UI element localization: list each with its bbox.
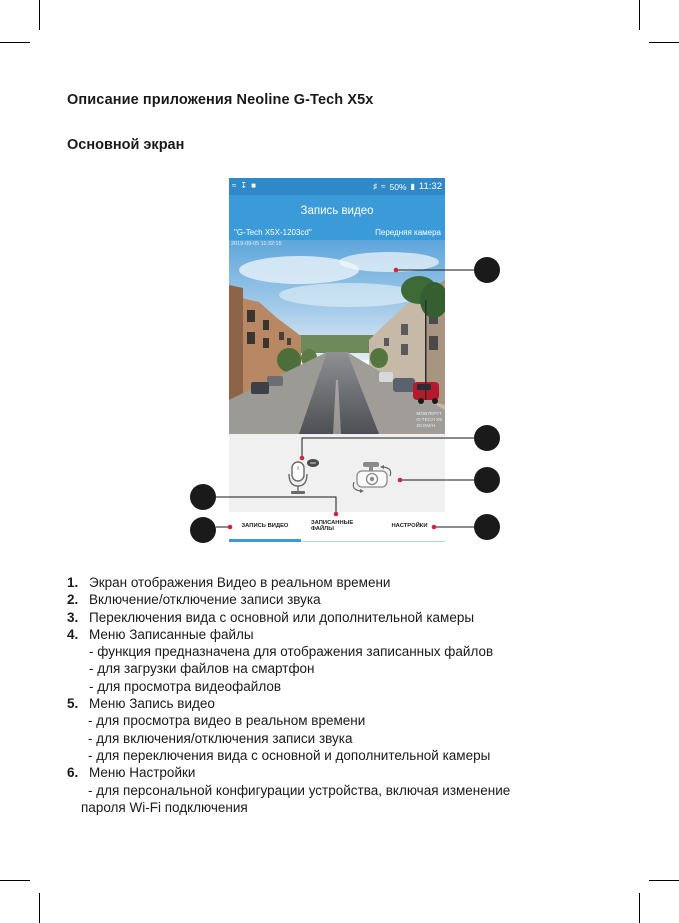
device-name: "G-Tech X5X-1203cd" [234,228,312,237]
callout-line-2 [302,438,474,458]
document-title: Описание приложения Neoline G-Tech X5x [67,92,374,108]
list-subitem: - для просмотра видеофайлов [89,678,282,694]
list-item: 3. Переключения вида с основной или дополнительной камеры [67,609,475,625]
watermark-line: 20 KM/H [416,424,436,429]
camera-select[interactable]: Передняя камера [375,228,441,237]
callout-dot [398,478,403,483]
list-subitem-continuation: пароля Wi-Fi подключения [81,799,248,815]
watermark-line: MOB7EP77 [416,412,442,417]
callout-bullet-3 [474,467,500,493]
list-subitem: - для просмотра видео в реальном времени [88,713,366,729]
list-subitem: - для переключения вида с основной и дополнительной камеры [88,747,491,763]
list-subitem: - для загрузки файлов на смартфон [89,661,315,677]
callout-bullet-5 [190,517,216,543]
list-item: 6. Меню Настройки [67,765,196,781]
feature-list [67,574,510,816]
list-subitem: - функция предназначена для отображения записанных файлов [89,644,494,660]
list-subitem: - для персональной конфигурации устройства, включая изменение [88,782,511,798]
tab-label-line: ЗАПИСАННЫЕ [311,519,354,526]
download-icon: ↧ [240,181,248,190]
callout-dot [432,525,437,530]
list-item: 1. Экран отображения Видео в реальном времени [67,575,391,590]
tab-label: НАСТРОЙКИ [391,522,428,529]
callout-dot [334,512,339,517]
list-subitem: - для включения/отключения записи звука [88,730,353,746]
callout-bullet-1 [474,257,500,283]
callout-dot [228,525,233,530]
app-title: Запись видео [300,205,374,217]
battery-percent: 50% [389,181,407,192]
callout-bullet-6 [474,514,500,540]
tab-label-line: ФАЙЛЫ [311,526,334,532]
list-item: 2. Включение/отключение записи звука [67,592,321,608]
list-item: 4. Меню Записанные файлы [67,626,254,642]
tab-label: ЗАПИСЬ ВИДЕО [241,522,289,529]
wifi-icon: ≈ [381,181,386,191]
callout-bullet-4 [190,484,216,510]
callout-dot [394,268,399,273]
watermark-line: G-TECH X5 [416,418,442,423]
section-title: Основной экран [67,137,185,153]
wifi-hotspot-icon: ≈ [232,181,237,190]
status-time: 11:32 [418,181,442,192]
callout-line-4 [216,497,336,514]
list-item: 5. Меню Запись видео [67,696,215,712]
battery-icon: ▮ [410,181,415,191]
callout-bullet-2 [474,425,500,451]
mute-icon: ♯ [373,181,378,191]
video-timestamp: 2019-09-05 11:32:15 [231,241,282,247]
message-icon: ■ [251,181,256,190]
callout-dot [300,456,305,461]
